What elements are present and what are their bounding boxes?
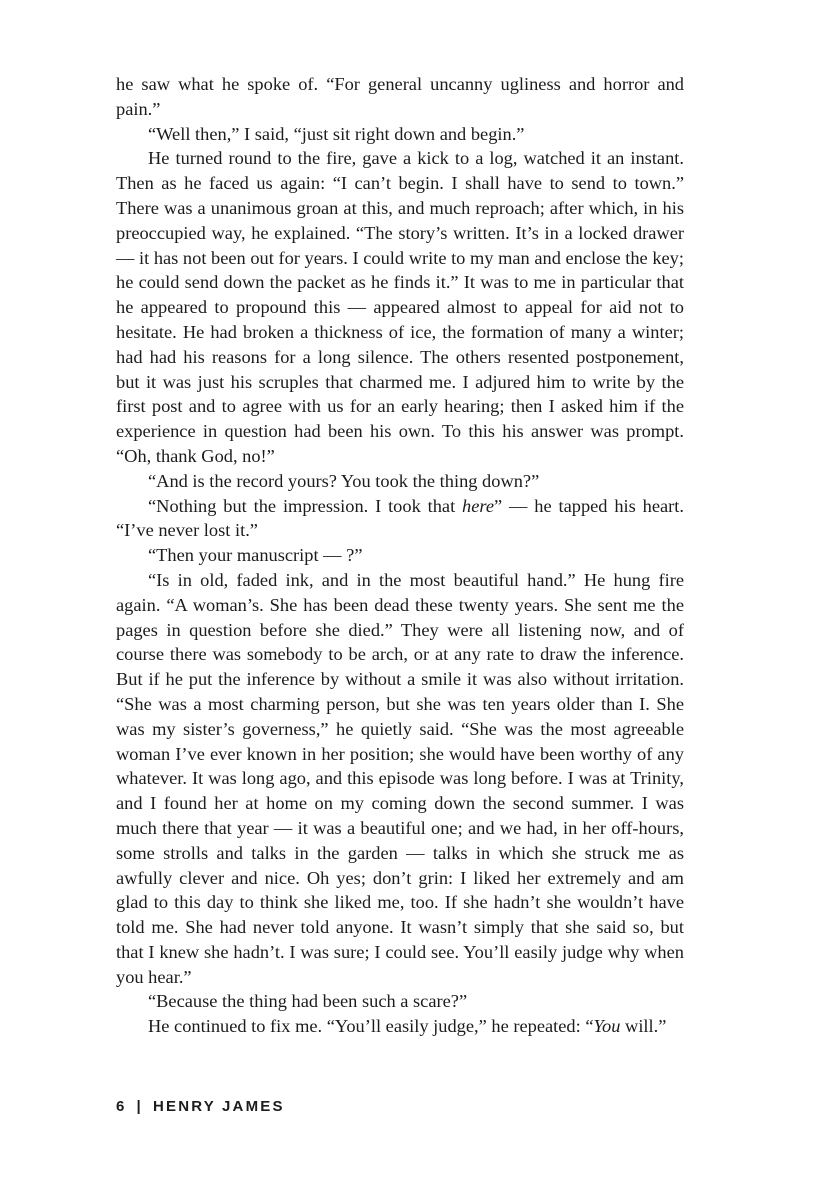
paragraph-text: “And is the record yours? You took the thing down?”	[148, 470, 540, 491]
paragraph-text: “Well then,” I said, “just sit right down and begin.”	[148, 123, 525, 144]
paragraph	[116, 1014, 684, 1039]
paragraph	[116, 122, 684, 147]
paragraph-text: ” — he tapped his heart. “I’ve never lost it.”	[116, 495, 684, 541]
paragraph-text: he saw what he spoke of. “For general uncanny ugliness and horror and pain.”	[116, 74, 684, 119]
paragraph-text: He turned round to the fire, gave a kick to a log, watched it an instant. Then as he faced us again: “I can’t begin. I shall have to send to town.” There was a unanimous groan at this, and much reproach; after which, in his preoccupied way, he explained. “The story’s written. It’s in a locked drawer — it has not been out for years. I could write to my man and enclose the key; he could send down the packet as he finds it.” It was to me in particular that he appeared to propound this — appeared almost to appeal for aid not to hesitate. He had broken a thickness of ice, the formation of many a winter; had had his reasons for a long silence. The others resented postponement, but it was just his scruples that charmed me. I adjured him to write by the first post and to agree with us for an early hearing; then I asked him if the experience in question had been his own. To this his answer was prompt. “Oh, thank God, no!”	[116, 148, 684, 466]
paragraph-text: “Is in old, faded ink, and in the most beautiful hand.” He hung fire again. “A woman’s. She has been dead these twenty years. She sent me the pages in question before she died.” They were all listening now, and of course there was somebody to be arch, or at any rate to draw the inference. But if he put the inference by without a smile it was also without irritation. “She was a most charming person, but she was ten years older than I. She was my sister’s governess,” he quietly said. “She was the most agreeable woman I’ve ever known in her position; she would have been worthy of any whatever. It was long ago, and this episode was long before. I was at Trinity, and I found her at home on my coming down the second summer. I was much there that year — it was a beautiful one; and we had, in her off-hours, some strolls and talks in the garden — talks in which she struck me as awfully clever and nice. Oh yes; don’t grin: I liked her extremely and am glad to this day to think she liked me, too. If she hadn’t she wouldn’t have told me. She had never told anyone. It wasn’t simply that she said so, but that I knew she hadn’t. I was sure; I could see. You’ll easily judge why when you hear.”	[116, 569, 684, 987]
running-head: HENRY JAMES	[152, 1098, 285, 1115]
emphasis-text: here	[462, 495, 495, 516]
paragraph	[116, 494, 684, 544]
paragraph	[116, 146, 684, 468]
paragraph	[116, 469, 684, 494]
paragraph-text: “Then your manuscript — ?”	[148, 545, 363, 566]
paragraph	[116, 543, 684, 568]
emphasis-text: You	[593, 1016, 621, 1037]
page-footer	[116, 1098, 285, 1115]
body-text	[116, 72, 684, 1039]
page-number: 6	[116, 1098, 127, 1115]
paragraph	[116, 989, 684, 1014]
paragraph-text: will.”	[620, 1016, 667, 1037]
paragraph-text: He continued to fix me. “You’ll easily judge,” he repeated: “	[148, 1016, 594, 1037]
paragraph	[116, 72, 684, 122]
paragraph	[116, 568, 684, 990]
paragraph-text: “Nothing but the impression. I took that	[148, 495, 463, 516]
footer-separator: |	[136, 1098, 143, 1115]
paragraph-text: “Because the thing had been such a scare?”	[148, 991, 468, 1012]
